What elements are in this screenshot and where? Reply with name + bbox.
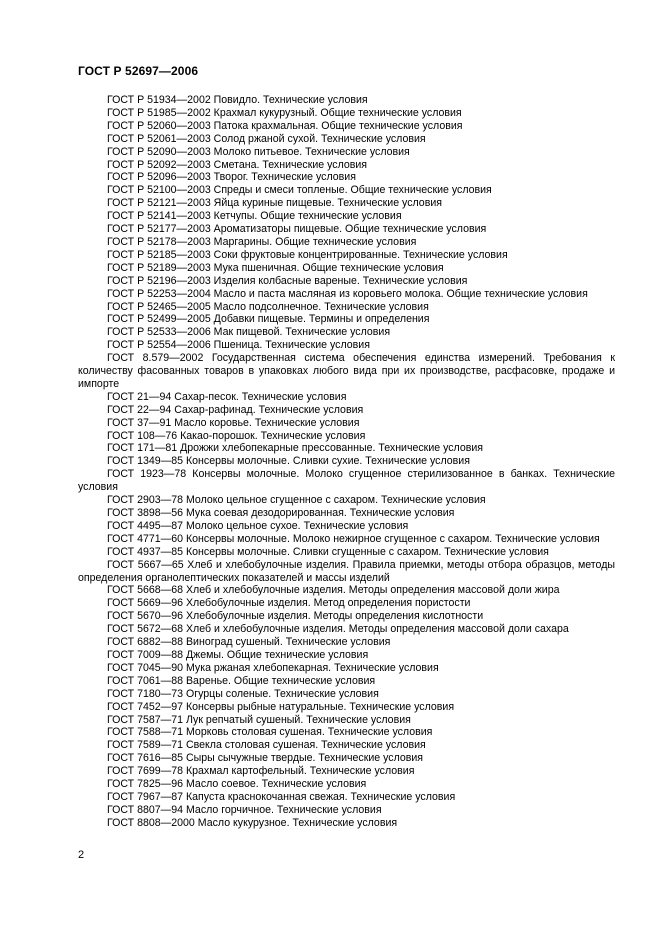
reference-item: ГОСТ Р 52554—2006 Пшеница. Технические условия: [107, 339, 370, 352]
reference-item: ГОСТ Р 52189—2003 Мука пшеничная. Общие технические условия: [107, 261, 444, 274]
page-header: ГОСТ Р 52697—2006: [78, 64, 199, 78]
reference-item: ГОСТ Р 52185—2003 Соки фруктовые концентрированные. Технические условия: [107, 248, 508, 261]
reference-item: ГОСТ Р 52465—2005 Масло подсолнечное. Технические условия: [107, 300, 429, 313]
reference-item: ГОСТ 21—94 Сахар-песок. Технические условия: [107, 390, 347, 403]
reference-item: ГОСТ Р 52499—2005 Добавки пищевые. Термины и определения: [107, 313, 430, 326]
reference-item: ГОСТ Р 51985—2002 Крахмал кукурузный. Общие технические условия: [107, 106, 462, 119]
reference-item: ГОСТ 7699—78 Крахмал картофельный. Технические условия: [107, 765, 415, 778]
reference-item: ГОСТ Р 52092—2003 Сметана. Технические условия: [107, 158, 368, 171]
reference-item: ГОСТ 8807—94 Масло горчичное. Технические условия: [107, 803, 382, 816]
reference-item: ГОСТ Р 52061—2003 Солод ржаной сухой. Технические условия: [107, 132, 426, 145]
reference-item: ГОСТ 4495—87 Молоко цельное сухое. Технические условия: [107, 519, 409, 532]
reference-item: ГОСТ 5667—65 Хлеб и хлебобулочные изделия. Правила приемки, методы отбора образцов, методы определения органолептических показателей и массы изделий: [78, 558, 615, 584]
reference-item: ГОСТ 7045—90 Мука ржаная хлебопекарная. Технические условия: [107, 661, 439, 674]
page-number: 2: [78, 849, 85, 861]
reference-item: ГОСТ Р 51934—2002 Повидло. Технические условия: [107, 94, 368, 106]
reference-item: ГОСТ Р 52178—2003 Маргарины. Общие технические условия: [107, 235, 417, 248]
reference-item: ГОСТ 6882—88 Виноград сушеный. Технические условия: [107, 636, 391, 649]
reference-item: ГОСТ 1923—78 Консервы молочные. Молоко сгущенное стерилизованное в банках. Технические условия: [78, 468, 615, 494]
reference-item: ГОСТ 7452—97 Консервы рыбные натуральные. Технические условия: [107, 700, 455, 713]
reference-item: ГОСТ 7967—87 Капуста краснокочанная свежая. Технические условия: [107, 790, 456, 803]
reference-item: ГОСТ Р 52196—2003 Изделия колбасные вареные. Технические условия: [107, 274, 468, 287]
reference-item: ГОСТ 8.579—2002 Государственная система обеспечения единства измерений. Требования к количеству фасованных товаров в упаковках любого вида при их производстве, расфасовке, продаже и импорте: [78, 352, 615, 390]
reference-item: ГОСТ 4771—60 Консервы молочные. Молоко нежирное сгущенное с сахаром. Технические условия: [107, 532, 600, 545]
reference-item: ГОСТ 3898—56 Мука соевая дезодорированная. Технические условия: [107, 507, 455, 519]
reference-item: ГОСТ 22—94 Сахар-рафинад. Технические условия: [107, 403, 364, 416]
reference-item: ГОСТ Р 52100—2003 Спреды и смеси топленые. Общие технические условия: [107, 184, 492, 197]
reference-item: ГОСТ 7588—71 Морковь столовая сушеная. Технические условия: [107, 726, 433, 739]
reference-item: ГОСТ 7587—71 Лук репчатый сушеный. Технические условия: [107, 713, 411, 726]
reference-item: ГОСТ 7061—88 Варенье. Общие технические условия: [107, 674, 376, 687]
reference-item: ГОСТ 5670—96 Хлебобулочные изделия. Методы определения кислотности: [107, 610, 484, 623]
reference-item: ГОСТ 37—91 Масло коровье. Технические условия: [107, 416, 360, 429]
reference-item: ГОСТ 7009—88 Джемы. Общие технические условия: [107, 648, 369, 661]
reference-item: ГОСТ 8808—2000 Масло кукурузное. Технические условия: [107, 816, 398, 829]
reference-item: ГОСТ Р 52141—2003 Кетчупы. Общие технические условия: [107, 210, 402, 223]
reference-item: ГОСТ 171—81 Дрожжи хлебопекарные прессованные. Технические условия: [107, 442, 484, 455]
reference-item: ГОСТ 5668—68 Хлеб и хлебобулочные изделия. Методы определения массовой доли жира: [107, 584, 560, 597]
reference-item: ГОСТ 5669—96 Хлебобулочные изделия. Метод определения пористости: [107, 597, 471, 610]
reference-item: ГОСТ Р 52533—2006 Мак пищевой. Технические условия: [107, 326, 391, 339]
reference-item: ГОСТ Р 52060—2003 Патока крахмальная. Общие технические условия: [107, 119, 463, 132]
reference-item: ГОСТ 108—76 Какао-порошок. Технические условия: [107, 429, 366, 442]
reference-item: ГОСТ 5672—68 Хлеб и хлебобулочные изделия. Методы определения массовой доли сахара: [107, 623, 569, 636]
reference-item: ГОСТ 7589—71 Свекла столовая сушеная. Технические условия: [107, 739, 426, 752]
reference-item: ГОСТ Р 52253—2004 Масло и паста масляная из коровьего молока. Общие технические условия: [107, 287, 588, 300]
reference-item: ГОСТ 7616—85 Сыры сычужные твердые. Технические условия: [107, 752, 424, 765]
reference-item: ГОСТ 4937—85 Консервы молочные. Сливки сгущенные с сахаром. Технические условия: [107, 545, 549, 558]
reference-item: ГОСТ 7825—96 Масло соевое. Технические условия: [107, 778, 367, 791]
reference-item: ГОСТ Р 52121—2003 Яйца куриные пищевые. Технические условия: [107, 197, 442, 210]
reference-item: ГОСТ 7180—73 Огурцы соленые. Технические условия: [107, 687, 379, 700]
reference-list: [78, 94, 615, 830]
reference-item: ГОСТ 1349—85 Консервы молочные. Сливки сухие. Технические условия: [107, 455, 470, 468]
reference-item: ГОСТ Р 52177—2003 Ароматизаторы пищевые. Общие технические условия: [107, 223, 487, 236]
reference-item: ГОСТ 2903—78 Молоко цельное сгущенное с сахаром. Технические условия: [107, 494, 486, 507]
reference-item: ГОСТ Р 52090—2003 Молоко питьевое. Технические условия: [107, 145, 410, 158]
reference-item: ГОСТ Р 52096—2003 Творог. Технические условия: [107, 171, 356, 184]
